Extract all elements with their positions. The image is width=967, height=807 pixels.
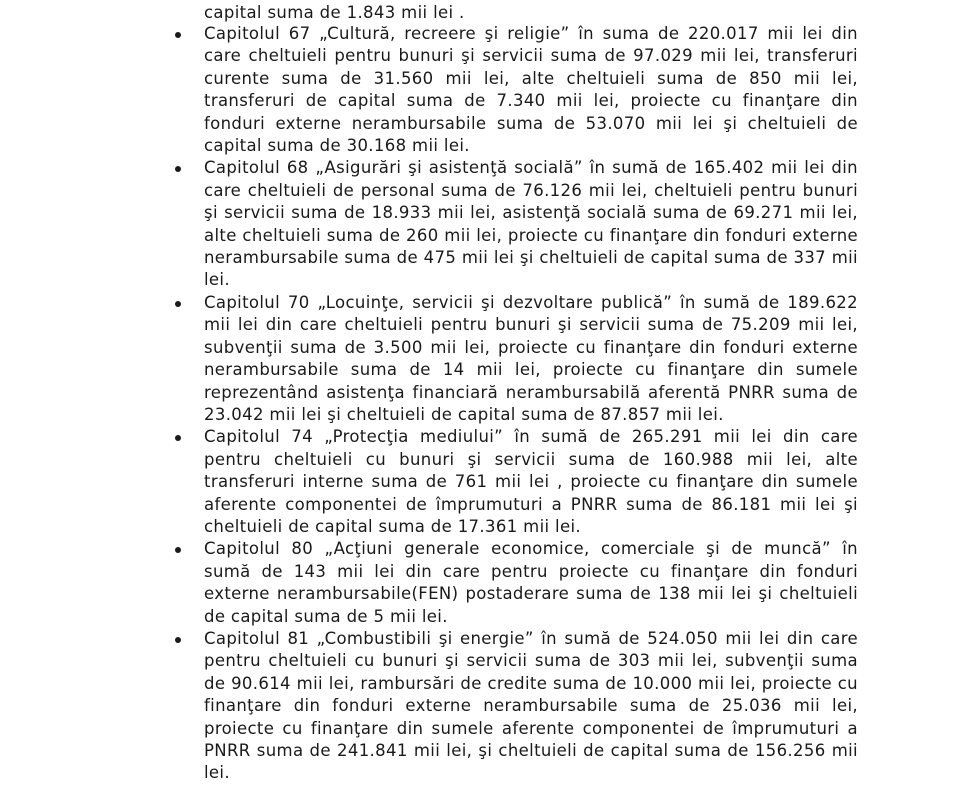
- bullet-icon: [175, 166, 181, 172]
- list-item-text: Capitolul 74 „Protecţia mediului” în sumă de 265.291 mii lei din care pentru cheltuieli cu bunuri şi servicii suma de 160.988 mii lei, alte transferuri interne suma de 761 mii lei , proiecte cu finanţare din sumele aferente componentei de împrumuturi a PNRR suma de 86.181 mii lei şi cheltuieli de capital suma de 17.361 mii lei.: [204, 427, 858, 536]
- bullet-icon: [175, 637, 181, 643]
- list-item-capitol-70: [204, 292, 858, 426]
- bullet-icon: [175, 435, 181, 441]
- bullet-icon: [175, 547, 181, 553]
- bullet-icon: [175, 301, 181, 307]
- list-item-capitol-74: [204, 426, 858, 538]
- list-item-text: Capitolul 70 „Locuinţe, servicii şi dezvoltare publică” în sumă de 189.622 mii lei din care cheltuieli pentru bunuri şi servicii suma de 75.209 mii lei, subvenţii suma de 3.500 mii lei, proiecte cu finanţare din fonduri externe nerambursabile suma de 14 mii lei, proiecte cu finanţare din sumele reprezentând asistenţa financiară nerambursabilă aferentă PNRR suma de 23.042 mii lei şi cheltuieli de capital suma de 87.857 mii lei.: [204, 292, 858, 424]
- list-item-capitol-81: [204, 628, 858, 785]
- list-item-capitol-80: [204, 538, 858, 628]
- list-item-text: Capitolul 67 „Cultură, recreere şi religie” în suma de 220.017 mii lei din care cheltuieli pentru bunuri şi servicii suma de 97.029 mii lei, transferuri curente suma de 31.560 mii lei, alte cheltuieli suma de 850 mii lei, transferuri de capital suma de 7.340 mii lei, proiecte cu finanţare din fonduri externe nerambursabile suma de 53.070 mii lei şi cheltuieli de capital suma de 30.168 mii lei.: [204, 24, 858, 156]
- chapter-list: [204, 23, 858, 785]
- list-item-capitol-67: [204, 23, 858, 157]
- list-item-text: Capitolul 81 „Combustibili şi energie” în sumă de 524.050 mii lei din care pentru cheltuieli cu bunuri şi servicii suma de 303 mii lei, subvenţii suma de 90.614 mii lei, rambursări de credite suma de 10.000 mii lei, proiecte cu finanţare din fonduri externe nerambursabile suma de 25.036 mii lei, proiecte cu finanţare din sumele aferente componentei de împrumuturi a PNRR suma de 241.841 mii lei, şi cheltuieli de capital suma de 156.256 mii lei.: [204, 628, 858, 783]
- list-item-text: Capitolul 80 „Acţiuni generale economice, comerciale şi de muncă” în sumă de 143 mii lei din care pentru proiecte cu finanţare din fonduri externe nerambursabile(FEN) postaderare suma de 138 mii lei şi cheltuieli de capital suma de 5 mii lei.: [204, 539, 858, 626]
- continuation-line: capital suma de 1.843 mii lei .: [204, 3, 465, 22]
- bullet-icon: [175, 32, 181, 38]
- list-item-text: Capitolul 68 „Asigurări şi asistenţă socială” în sumă de 165.402 mii lei din care cheltuieli de personal suma de 76.126 mii lei, cheltuieli pentru bunuri şi servicii suma de 18.933 mii lei, asistenţă socială suma de 69.271 mii lei, alte cheltuieli suma de 260 mii lei, proiecte cu finanţare din fonduri externe nerambursabile suma de 475 mii lei şi cheltuieli de capital suma de 337 mii lei.: [204, 158, 858, 290]
- list-item-capitol-68: [204, 157, 858, 291]
